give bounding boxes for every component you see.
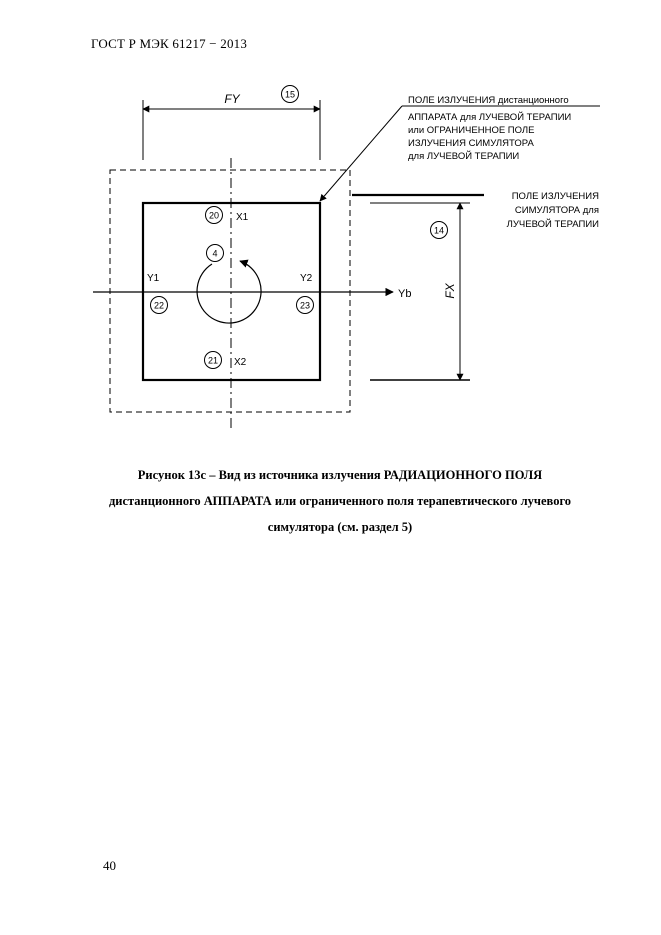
callout-21-label: 21 bbox=[207, 355, 219, 366]
radiation-field-label-line: ИЗЛУЧЕНИЯ СИМУЛЯТОРА bbox=[408, 138, 534, 149]
figure-caption bbox=[60, 462, 620, 540]
document-header: ГОСТ Р МЭК 61217 − 2013 bbox=[91, 36, 248, 51]
callout-4-label: 4 bbox=[212, 248, 218, 259]
y2-label: Y2 bbox=[300, 273, 313, 284]
x2-label: X2 bbox=[234, 357, 247, 368]
x1-label: X1 bbox=[236, 212, 249, 223]
callout-20-label: 20 bbox=[208, 210, 220, 221]
callout-23-label: 23 bbox=[299, 300, 311, 311]
simulator-field-label bbox=[507, 191, 600, 230]
simulator-field-label-line: ЛУЧЕВОЙ ТЕРАПИИ bbox=[506, 219, 599, 230]
fy-label: FY bbox=[224, 92, 240, 106]
y1-label: Y1 bbox=[147, 273, 160, 284]
radiation-field-label bbox=[408, 95, 571, 162]
page-number: 40 bbox=[103, 858, 116, 873]
simulator-field-label-line: ПОЛЕ ИЗЛУЧЕНИЯ bbox=[511, 191, 599, 202]
radiation-field-label-line: АППАРАТА для ЛУЧЕВОЙ ТЕРАПИИ bbox=[408, 112, 572, 123]
callout-14-label: 14 bbox=[433, 225, 445, 236]
radiation-field-outline bbox=[110, 170, 350, 412]
fx-label: FX bbox=[443, 283, 457, 299]
radiation-field-label-line: для ЛУЧЕВОЙ ТЕРАПИИ bbox=[408, 151, 520, 162]
callout-15-label: 15 bbox=[284, 89, 296, 100]
simulator-field-label-line: СИМУЛЯТОРА для bbox=[514, 205, 599, 216]
radiation-field-label-line: ПОЛЕ ИЗЛУЧЕНИЯ дистанционного bbox=[408, 95, 569, 106]
radiation-field-label-line: или ОГРАНИЧЕННОЕ ПОЛЕ bbox=[408, 125, 535, 136]
radiation-field-leader bbox=[320, 106, 402, 201]
caption-line: дистанционного АППАРАТА или ограниченного поля терапевтического лучевого bbox=[108, 494, 572, 508]
yb-axis-label: Yb bbox=[398, 288, 412, 300]
caption-line: Рисунок 13с – Вид из источника излучения РАДИАЦИОННОГО ПОЛЯ bbox=[137, 468, 543, 482]
callout-22-label: 22 bbox=[153, 300, 165, 311]
caption-line: симулятора (см. раздел 5) bbox=[267, 520, 413, 534]
